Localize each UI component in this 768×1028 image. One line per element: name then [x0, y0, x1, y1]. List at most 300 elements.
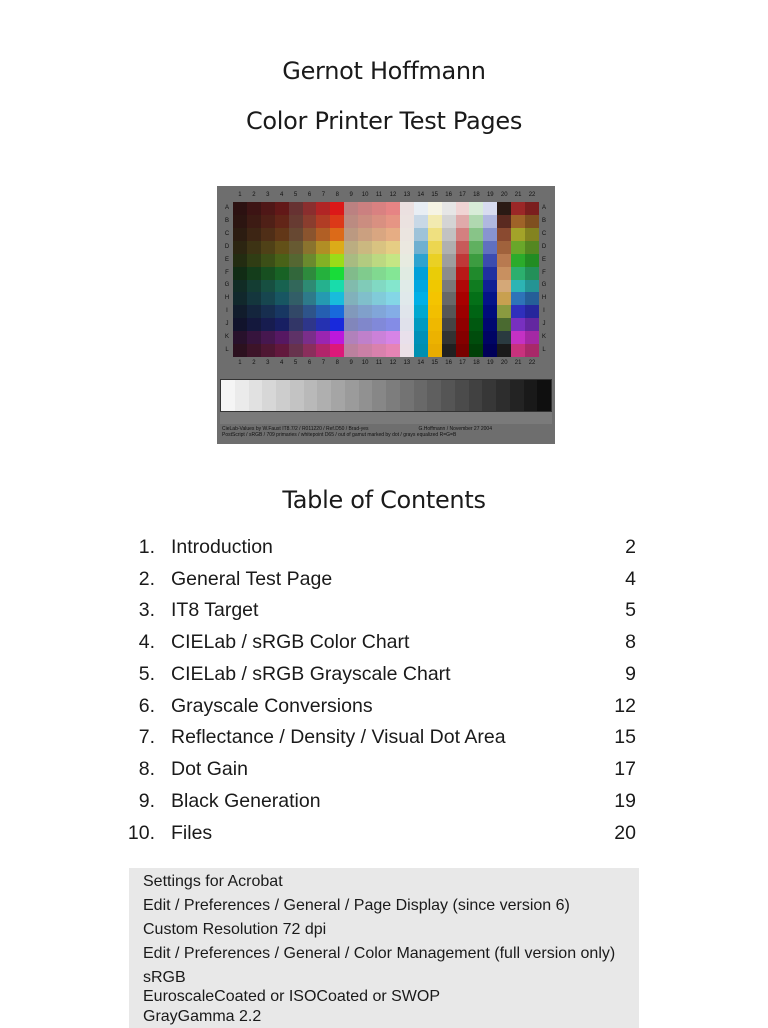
- gray-step: [537, 380, 551, 411]
- color-patch: [247, 228, 261, 241]
- toc-item[interactable]: [0, 532, 768, 562]
- toc-item[interactable]: [0, 786, 768, 816]
- toc-item-title[interactable]: CIELab / sRGB Color Chart: [171, 631, 410, 653]
- color-patch: [525, 318, 539, 331]
- gray-step: [317, 380, 331, 411]
- toc-item-number: 6.: [138, 695, 155, 717]
- color-patch: [289, 254, 303, 267]
- color-patch: [233, 280, 247, 293]
- color-patch: [414, 280, 428, 293]
- color-patch: [303, 292, 317, 305]
- color-patch: [330, 305, 344, 318]
- color-patch: [261, 292, 275, 305]
- color-patch: [525, 215, 539, 228]
- color-patch: [344, 318, 358, 331]
- color-patch: [483, 254, 497, 267]
- color-patch: [483, 228, 497, 241]
- color-patch: [442, 202, 456, 215]
- color-patch: [275, 241, 289, 254]
- gray-step: [386, 380, 400, 411]
- it8-gray-band: [220, 412, 552, 424]
- row-letter: J: [225, 321, 229, 328]
- column-number: 18: [473, 360, 480, 366]
- color-patch: [386, 292, 400, 305]
- gray-step: [249, 380, 263, 411]
- color-patch: [400, 344, 414, 357]
- color-patch: [316, 318, 330, 331]
- color-patch: [400, 318, 414, 331]
- color-patch: [511, 254, 525, 267]
- color-patch: [428, 305, 442, 318]
- color-patch: [330, 267, 344, 280]
- toc-item-page: 2: [625, 536, 636, 558]
- gray-step: [262, 380, 276, 411]
- color-patch: [497, 254, 511, 267]
- color-patch: [456, 228, 470, 241]
- color-patch: [497, 318, 511, 331]
- color-patch: [414, 215, 428, 228]
- color-patch: [497, 202, 511, 215]
- settings-line: Custom Resolution 72 dpi: [143, 921, 327, 938]
- color-patch: [428, 280, 442, 293]
- color-patch: [525, 267, 539, 280]
- toc-item-title[interactable]: Dot Gain: [171, 758, 248, 780]
- color-patch: [428, 228, 442, 241]
- color-patch: [469, 202, 483, 215]
- color-patch: [442, 331, 456, 344]
- settings-line: Edit / Preferences / General / Page Display (since version 6): [143, 897, 570, 914]
- color-patch: [400, 228, 414, 241]
- color-patch: [414, 267, 428, 280]
- toc-item-page: 15: [614, 726, 636, 748]
- color-patch: [316, 292, 330, 305]
- color-patch: [400, 292, 414, 305]
- color-patch: [275, 280, 289, 293]
- color-patch: [414, 254, 428, 267]
- color-patch: [358, 331, 372, 344]
- color-patch: [303, 267, 317, 280]
- color-patch: [525, 292, 539, 305]
- color-patch: [233, 228, 247, 241]
- color-patch: [358, 254, 372, 267]
- color-patch: [344, 228, 358, 241]
- toc-item-title[interactable]: Grayscale Conversions: [171, 695, 373, 717]
- color-patch: [289, 241, 303, 254]
- gray-step: [400, 380, 414, 411]
- color-patch: [358, 267, 372, 280]
- color-patch: [330, 318, 344, 331]
- gray-step: [304, 380, 318, 411]
- column-number: 7: [321, 360, 326, 366]
- color-patch: [511, 344, 525, 357]
- acrobat-settings-box: [129, 868, 639, 1028]
- column-number: 13: [403, 192, 411, 198]
- color-patch: [469, 331, 483, 344]
- color-patch: [525, 344, 539, 357]
- color-patch: [483, 305, 497, 318]
- color-patch: [247, 292, 261, 305]
- gray-step: [235, 380, 249, 411]
- color-patch: [303, 228, 317, 241]
- column-number: 18: [473, 192, 480, 198]
- color-patch: [456, 267, 470, 280]
- toc-item-title[interactable]: Introduction: [171, 536, 273, 558]
- toc-item-page: 20: [614, 822, 636, 844]
- color-patch: [442, 280, 456, 293]
- row-letter: F: [225, 269, 229, 276]
- color-patch: [247, 267, 261, 280]
- color-patch: [456, 331, 470, 344]
- color-patch: [442, 318, 456, 331]
- color-patch: [456, 292, 470, 305]
- color-patch: [372, 280, 386, 293]
- toc-item-number: 9.: [138, 790, 155, 812]
- column-number: 3: [266, 360, 270, 366]
- color-patch: [469, 254, 483, 267]
- color-patch: [247, 344, 261, 357]
- toc-item[interactable]: [0, 691, 768, 721]
- column-number: 9: [349, 360, 353, 366]
- color-patch: [344, 254, 358, 267]
- column-number: 2: [252, 192, 256, 198]
- color-patch: [358, 305, 372, 318]
- color-patch: [303, 344, 317, 357]
- color-patch: [386, 267, 400, 280]
- toc-item[interactable]: [0, 754, 768, 784]
- column-number: 16: [445, 192, 452, 198]
- color-patch: [442, 215, 456, 228]
- color-patch: [261, 305, 275, 318]
- column-number: 16: [445, 360, 452, 366]
- color-patch: [400, 254, 414, 267]
- toc-item-title[interactable]: Files: [171, 822, 213, 844]
- column-number: 20: [500, 360, 508, 366]
- gray-step: [524, 380, 538, 411]
- color-patch: [497, 241, 511, 254]
- color-patch: [372, 267, 386, 280]
- color-patch: [330, 331, 344, 344]
- color-patch: [525, 331, 539, 344]
- it8-footer-line-2: PostScript / sRGB / 709 primaries / whitepoint D65 / out of gamut marked by dot / grays equalized R=G=B: [222, 432, 457, 438]
- toc-item-title[interactable]: Black Generation: [171, 790, 321, 812]
- color-patch: [289, 292, 303, 305]
- color-patch: [386, 241, 400, 254]
- row-letter: C: [541, 230, 547, 237]
- column-number: 8: [335, 192, 339, 198]
- toc-item-title[interactable]: IT8 Target: [171, 599, 259, 621]
- color-patch: [469, 228, 483, 241]
- row-letter: K: [541, 334, 546, 341]
- color-patch: [358, 228, 372, 241]
- color-patch: [316, 267, 330, 280]
- color-patch: [372, 228, 386, 241]
- color-patch: [511, 280, 525, 293]
- color-patch: [469, 305, 483, 318]
- color-patch: [275, 305, 289, 318]
- column-number: 10: [361, 192, 369, 198]
- gray-step: [414, 380, 428, 411]
- color-patch: [414, 202, 428, 215]
- toc-item-number: 8.: [138, 758, 155, 780]
- settings-line: sRGB: [143, 969, 186, 986]
- color-patch: [525, 241, 539, 254]
- color-patch: [525, 254, 539, 267]
- it8-footer-right: G.Hoffmann / November 27 2004: [418, 426, 492, 432]
- column-number: 7: [321, 192, 326, 198]
- color-patch: [456, 202, 470, 215]
- color-patch: [233, 267, 247, 280]
- color-patch: [414, 305, 428, 318]
- color-patch: [303, 202, 317, 215]
- toc-item-number: 5.: [138, 663, 155, 685]
- toc-item-number: 1.: [138, 536, 155, 558]
- color-patch: [275, 292, 289, 305]
- color-patch: [330, 292, 344, 305]
- color-patch: [386, 228, 400, 241]
- gray-step: [496, 380, 510, 411]
- color-patch: [456, 280, 470, 293]
- column-number: 9: [349, 192, 353, 198]
- color-patch: [247, 215, 261, 228]
- color-patch: [261, 318, 275, 331]
- color-patch: [275, 254, 289, 267]
- color-patch: [469, 280, 483, 293]
- gray-step: [455, 380, 469, 411]
- color-patch: [303, 241, 317, 254]
- color-patch: [233, 318, 247, 331]
- color-patch: [247, 318, 261, 331]
- color-patch: [344, 241, 358, 254]
- color-patch: [330, 241, 344, 254]
- color-patch: [400, 215, 414, 228]
- column-number: 11: [375, 192, 383, 198]
- author-name: Gernot Hoffmann: [282, 57, 486, 85]
- document-title: Color Printer Test Pages: [245, 107, 523, 135]
- color-patch: [261, 228, 275, 241]
- column-number: 15: [431, 360, 439, 366]
- color-patch: [497, 228, 511, 241]
- color-patch: [261, 267, 275, 280]
- color-patch: [386, 202, 400, 215]
- color-patch: [428, 318, 442, 331]
- color-patch: [247, 254, 261, 267]
- column-number: 1: [238, 360, 242, 366]
- color-patch: [386, 280, 400, 293]
- color-patch: [303, 280, 317, 293]
- color-patch: [414, 331, 428, 344]
- color-patch: [289, 267, 303, 280]
- color-patch: [358, 241, 372, 254]
- color-patch: [261, 202, 275, 215]
- color-patch: [400, 267, 414, 280]
- color-patch: [386, 254, 400, 267]
- color-patch: [386, 331, 400, 344]
- it8-footer-left: CieLab-Values by W.Faust IT8.7/2 / R011220 / Ref.D50 / Brad-yes: [222, 426, 369, 432]
- toc-item[interactable]: [0, 722, 768, 752]
- color-patch: [414, 344, 428, 357]
- color-patch: [511, 228, 525, 241]
- toc-item-number: 3.: [138, 599, 155, 621]
- color-patch: [469, 292, 483, 305]
- gray-step: [345, 380, 359, 411]
- color-patch: [456, 344, 470, 357]
- color-patch: [303, 305, 317, 318]
- column-number: 22: [528, 360, 536, 366]
- color-patch: [344, 331, 358, 344]
- column-number: 21: [514, 192, 522, 198]
- toc-item[interactable]: [0, 818, 768, 848]
- color-patch: [386, 215, 400, 228]
- color-patch: [358, 318, 372, 331]
- row-letter: I: [226, 308, 228, 315]
- color-patch: [233, 305, 247, 318]
- color-patch: [372, 215, 386, 228]
- color-patch: [442, 344, 456, 357]
- color-patch: [247, 202, 261, 215]
- color-patch: [316, 280, 330, 293]
- color-patch: [275, 344, 289, 357]
- color-patch: [303, 254, 317, 267]
- color-patch: [483, 267, 497, 280]
- row-letter: B: [224, 217, 229, 224]
- toc-item-title[interactable]: Reflectance / Density / Visual Dot Area: [171, 726, 506, 748]
- color-patch: [233, 331, 247, 344]
- color-patch: [497, 280, 511, 293]
- color-patch: [428, 267, 442, 280]
- gray-step: [427, 380, 441, 411]
- color-patch: [497, 331, 511, 344]
- column-number: 12: [389, 192, 397, 198]
- color-patch: [414, 292, 428, 305]
- settings-line: GrayGamma 2.2: [143, 1008, 262, 1025]
- color-patch: [400, 202, 414, 215]
- toc-item[interactable]: [0, 659, 768, 689]
- color-patch: [456, 318, 470, 331]
- color-patch: [275, 331, 289, 344]
- column-number: 1: [238, 192, 242, 198]
- color-patch: [247, 331, 261, 344]
- color-patch: [344, 292, 358, 305]
- color-patch: [247, 241, 261, 254]
- color-patch: [469, 215, 483, 228]
- settings-heading: Settings for Acrobat: [143, 873, 283, 890]
- color-patch: [316, 305, 330, 318]
- column-number: 19: [486, 360, 494, 366]
- column-number: 3: [266, 192, 270, 198]
- color-patch: [330, 202, 344, 215]
- row-letter: L: [225, 347, 229, 354]
- color-patch: [511, 305, 525, 318]
- color-patch: [289, 305, 303, 318]
- color-patch: [261, 215, 275, 228]
- column-number: 19: [486, 192, 494, 198]
- color-patch: [483, 215, 497, 228]
- it8-target-image: [217, 186, 555, 444]
- color-patch: [303, 215, 317, 228]
- toc-heading: Table of Contents: [282, 486, 486, 514]
- color-patch: [233, 241, 247, 254]
- color-patch: [428, 254, 442, 267]
- color-patch: [275, 228, 289, 241]
- toc-item-number: 2.: [138, 568, 155, 590]
- color-patch: [316, 331, 330, 344]
- gray-step: [331, 380, 345, 411]
- color-patch: [372, 305, 386, 318]
- gray-step: [221, 380, 235, 411]
- row-letter: J: [542, 321, 546, 328]
- column-number: 15: [431, 192, 439, 198]
- toc-item-number: 4.: [138, 631, 155, 653]
- color-patch: [330, 228, 344, 241]
- color-patch: [525, 228, 539, 241]
- toc-item-title[interactable]: CIELab / sRGB Grayscale Chart: [171, 663, 451, 685]
- color-patch-grid: [233, 202, 539, 357]
- color-patch: [442, 267, 456, 280]
- color-patch: [275, 318, 289, 331]
- color-patch: [414, 241, 428, 254]
- color-patch: [386, 344, 400, 357]
- color-patch: [316, 254, 330, 267]
- row-letter: K: [224, 334, 229, 341]
- toc-item-page: 12: [614, 695, 636, 717]
- row-letter: G: [224, 282, 230, 289]
- column-number: 17: [459, 360, 466, 366]
- color-patch: [330, 254, 344, 267]
- color-patch: [497, 292, 511, 305]
- column-number: 21: [514, 360, 522, 366]
- color-patch: [428, 344, 442, 357]
- color-patch: [372, 254, 386, 267]
- color-patch: [275, 267, 289, 280]
- color-patch: [525, 202, 539, 215]
- gray-step: [482, 380, 496, 411]
- color-patch: [233, 215, 247, 228]
- color-patch: [414, 318, 428, 331]
- column-number: 13: [403, 360, 411, 366]
- color-patch: [261, 280, 275, 293]
- color-patch: [289, 318, 303, 331]
- color-patch: [233, 344, 247, 357]
- color-patch: [344, 280, 358, 293]
- color-patch: [469, 267, 483, 280]
- column-number: 22: [528, 192, 536, 198]
- color-patch: [344, 344, 358, 357]
- row-letter: I: [543, 308, 545, 315]
- color-patch: [303, 331, 317, 344]
- column-number: 12: [389, 360, 397, 366]
- gray-step: [469, 380, 483, 411]
- toc-item[interactable]: [0, 627, 768, 657]
- toc-item[interactable]: [0, 595, 768, 625]
- color-patch: [247, 305, 261, 318]
- gray-step: [290, 380, 304, 411]
- toc-item-title[interactable]: General Test Page: [171, 568, 333, 590]
- color-patch: [275, 202, 289, 215]
- color-patch: [386, 318, 400, 331]
- color-patch: [497, 267, 511, 280]
- toc-item[interactable]: [0, 564, 768, 594]
- row-letter: E: [224, 256, 229, 263]
- color-patch: [469, 344, 483, 357]
- color-patch: [372, 241, 386, 254]
- color-patch: [497, 305, 511, 318]
- row-letter: A: [541, 204, 546, 211]
- color-patch: [469, 241, 483, 254]
- gray-step: [372, 380, 386, 411]
- color-patch: [497, 344, 511, 357]
- color-patch: [358, 202, 372, 215]
- color-patch: [456, 305, 470, 318]
